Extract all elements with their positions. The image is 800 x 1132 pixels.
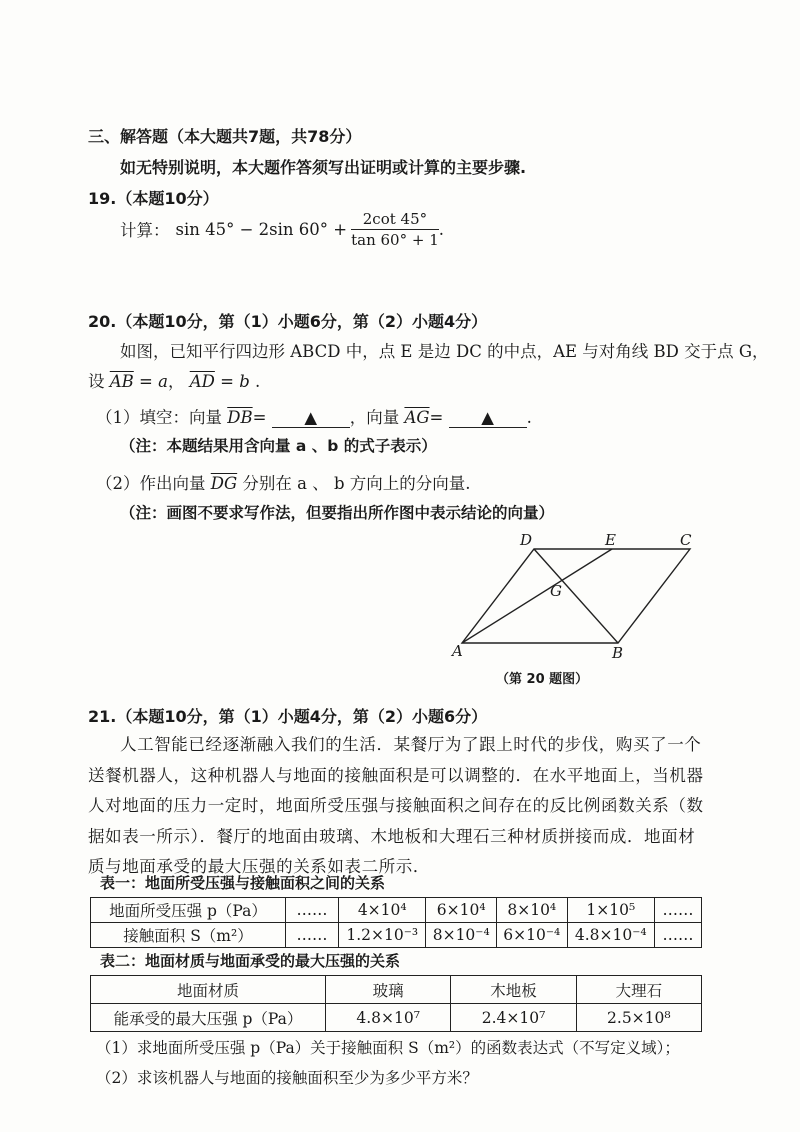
diagonal-bd	[534, 549, 618, 643]
q20-p1-end: .	[526, 408, 532, 427]
table-cell: 1.2×10⁻³	[339, 923, 426, 948]
label-d: D	[520, 531, 533, 549]
table-row	[91, 976, 702, 1004]
q20-eq-2: =	[429, 408, 444, 427]
triangle-icon: ▲	[304, 408, 318, 427]
q20-end: .	[255, 372, 261, 391]
label-g: G	[550, 582, 562, 600]
answer-blank-db[interactable]	[272, 408, 350, 428]
q19-frac-num: 2cot 45°	[351, 210, 439, 230]
table-cell: 1×10⁵	[567, 898, 654, 923]
table-cell: 地面材质	[91, 976, 326, 1004]
answer-blank-ag[interactable]	[449, 408, 527, 428]
table-row	[91, 898, 702, 923]
table1	[90, 897, 702, 948]
q20-note2: （注：画图不要求写作法，但要指出所作图中表示结论的向量）	[120, 504, 555, 522]
section-title: 三、解答题（本大题共7题，共78分）	[88, 127, 362, 146]
q19-header: 19.（本题10分）	[88, 189, 219, 208]
table-cell: 4.8×10⁷	[326, 1004, 451, 1032]
table-cell: 玻璃	[326, 976, 451, 1004]
label-e: E	[605, 531, 616, 549]
table-cell: 2.5×10⁸	[576, 1004, 701, 1032]
q20-part1	[96, 404, 532, 428]
table2-title: 表二：地面材质与地面承受的最大压强的关系	[100, 952, 401, 970]
table-row	[91, 1004, 702, 1032]
q20-note1: （注：本题结果用含向量 a 、b 的式子表示）	[120, 437, 437, 455]
vector-db: $\overline{DB}$	[227, 408, 253, 427]
triangle-icon: ▲	[481, 408, 494, 427]
table-cell: 大理石	[576, 976, 701, 1004]
vector-ag: $\overline{AG}$	[404, 408, 430, 427]
q20-eq-1: =	[252, 408, 267, 427]
table2	[90, 975, 702, 1032]
label-b: B	[612, 644, 624, 662]
label-c: C	[680, 531, 692, 549]
q20-eq-a: = a	[139, 372, 168, 391]
q20-p1-mid: ，向量	[349, 408, 400, 427]
q19-expression	[120, 206, 444, 252]
q19-expr-left: sin 45° − 2sin 60° +	[175, 219, 348, 239]
segment-ae	[462, 549, 612, 643]
q21-paragraph: 人工智能已经逐渐融入我们的生活．某餐厅为了跟上时代的步伐，购买了一个送餐机器人，这种机器人与地面的接触面积是可以调整的．在水平地面上，当机器人对地面的压力一定时，地面所受压强与接触面积之间存在的反比例函数关系（数据如表一所示）．餐厅的地面由玻璃、木地板和大理石三种材质拼接而成．地面材质与地面承受的最大压强的关系如表二所示．	[88, 735, 704, 876]
q19-end: .	[438, 219, 444, 239]
q20-stem-line2	[88, 368, 260, 392]
parallelogram-figure	[440, 530, 710, 670]
table-cell: 木地板	[451, 976, 576, 1004]
q20-p2-prefix: （2）作出向量	[96, 474, 206, 493]
table-cell: ……	[655, 898, 702, 923]
q20-eq-b: = b	[220, 372, 250, 391]
table-cell: 6×10⁻⁴	[496, 923, 567, 948]
q20-part2	[96, 470, 471, 494]
q21-part1: （1）求地面所受压强 p（Pa）关于接触面积 S（m²）的函数表达式（不写定义域）；	[96, 1039, 680, 1057]
section-instruction: 如无特别说明，本大题作答须写出证明或计算的主要步骤.	[120, 158, 527, 177]
table-cell: 6×10⁴	[426, 898, 497, 923]
table-cell: 4.8×10⁻⁴	[567, 923, 654, 948]
q20-stem-line1: 如图，已知平行四边形 ABCD 中，点 E 是边 DC 的中点，AE 与对角线 BD 交于点 G，	[120, 342, 769, 361]
table-cell: ……	[655, 923, 702, 948]
q20-set-prefix: 设	[88, 372, 105, 391]
table-row	[91, 923, 702, 948]
q20-sep: ，	[167, 372, 185, 391]
q21-header: 21.（本题10分，第（1）小题4分，第（2）小题6分）	[88, 707, 488, 726]
vector-ab: $\overline{AB}$	[109, 372, 134, 391]
vector-ad: $\overline{AD}$	[189, 372, 215, 391]
vector-dg: $\overline{DG}$	[210, 474, 238, 493]
q19-fraction	[351, 210, 439, 249]
table-cell: 8×10⁴	[496, 898, 567, 923]
table-cell: 能承受的最大压强 p（Pa）	[91, 1004, 326, 1032]
table1-title: 表一：地面所受压强与接触面积之间的关系	[100, 874, 386, 892]
label-a: A	[452, 642, 463, 660]
q20-header: 20.（本题10分，第（1）小题6分，第（2）小题4分）	[88, 312, 488, 331]
table-cell: ……	[286, 898, 339, 923]
table-cell: 4×10⁴	[339, 898, 426, 923]
q20-p2-rest: 分别在 a 、 b 方向上的分向量.	[242, 474, 471, 493]
table-cell: 接触面积 S（m²）	[91, 923, 286, 948]
figure-caption: （第 20 题图）	[496, 672, 589, 687]
q19-frac-den: tan 60° + 1	[351, 230, 439, 249]
table-cell: 地面所受压强 p（Pa）	[91, 898, 286, 923]
table-cell: 8×10⁻⁴	[426, 923, 497, 948]
q21-part2: （2）求该机器人与地面的接触面积至少为多少平方米？	[96, 1069, 478, 1087]
table-cell: 2.4×10⁷	[451, 1004, 576, 1032]
table-cell: ……	[286, 923, 339, 948]
q19-prefix: 计算：	[120, 221, 170, 240]
q20-p1-prefix: （1）填空：向量	[96, 408, 222, 427]
